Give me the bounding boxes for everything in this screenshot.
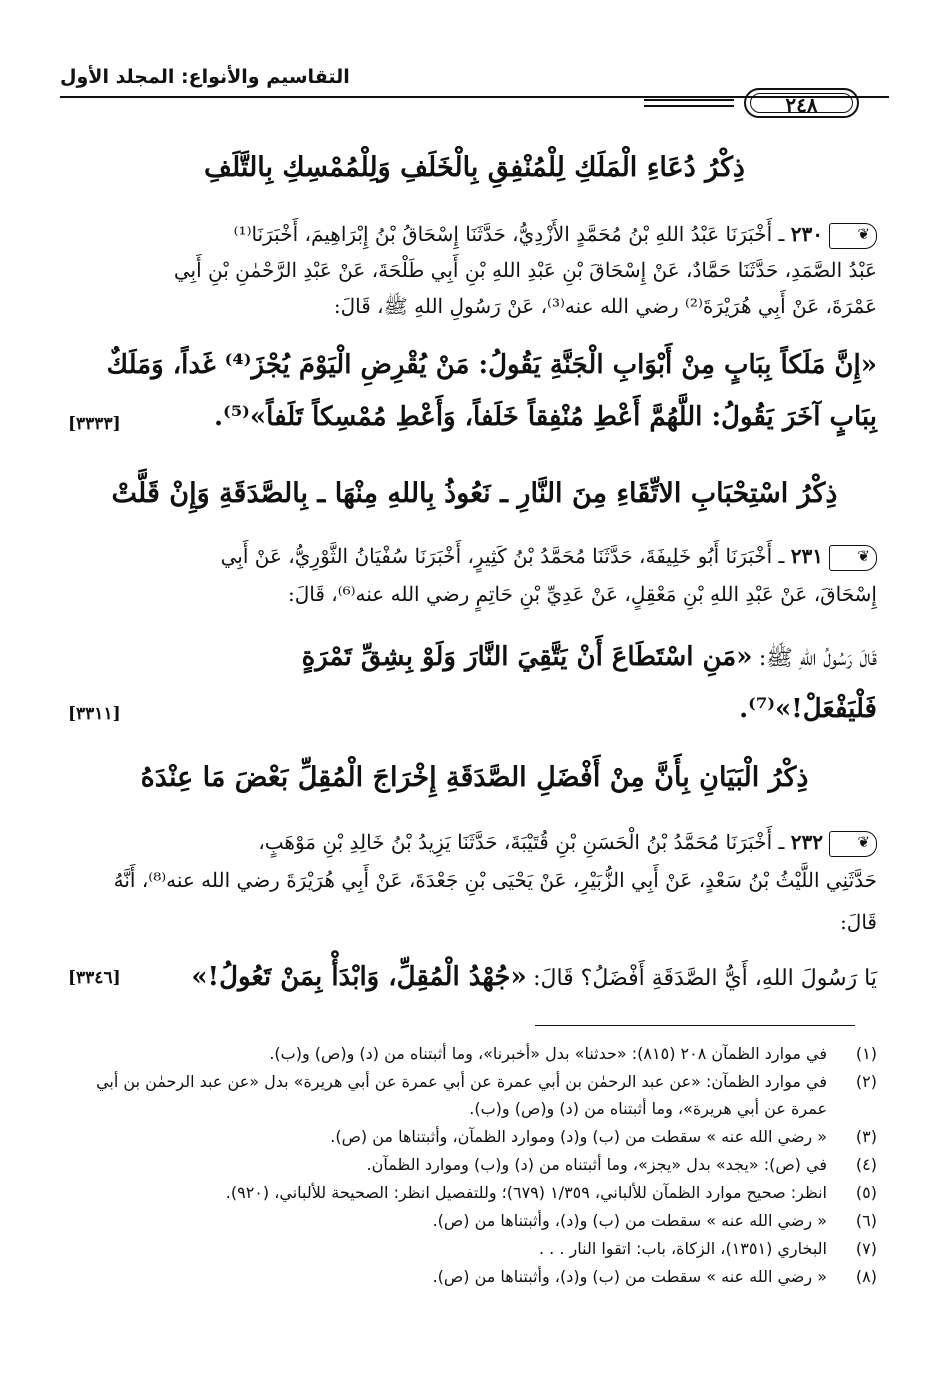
isnad-line bbox=[72, 544, 877, 571]
footnote-number: (٨) bbox=[855, 1267, 877, 1286]
footnote-text: في موارد الظمآن: «عن عبد الرحمٰن بن أبي عمرة عن أبي عمرة عن أبي هريرة» بدل «عن عبد الرحمٰن بن أبي عمرة عن أبي هريرة»، وما أثبتناه من (د) و(ص) و(ب). bbox=[96, 1072, 827, 1118]
matn-text: «جُهْدُ الْمُقِلِّ، وَابْدَأْ بِمَنْ تَعُولُ!» bbox=[191, 962, 527, 992]
isnad-text: ـ أَخْبَرَنَا مُحَمَّدُ بْنُ الْحَسَنِ بْنِ قُتَيْبَةَ، حَدَّثَنَا يَزِيدُ بْنُ خَالِدِ بْنِ مَوْهَبٍ، bbox=[258, 830, 785, 854]
footnote-separator bbox=[535, 1025, 855, 1026]
footnote-text: « رضي الله عنه » سقطت من (ب) و(د) وموارد الظمآن، وأثبتناها من (ص). bbox=[330, 1127, 827, 1146]
footnote-number: (٦) bbox=[855, 1211, 877, 1230]
footnote-text: انظر: صحيح موارد الظمآن للألباني، ١/٣٥٩ (٦٧٩)؛ وللتفصيل انظر: الصحيحة للألباني، (٩٢٠). bbox=[225, 1183, 827, 1202]
matn-line: «إِنَّ مَلَكاً بِبَابٍ مِنْ أَبْوَابِ الْجَنَّةِ يَقُولُ: مَنْ يُقْرِضِ الْيَوْمَ يُجْزَ⁽⁴⁾ غَداً، وَمَلَكٌ bbox=[106, 350, 877, 380]
footnote-text: في موارد الظمآن ٢٠٨ (٨١٥): «حدثنا» بدل «أخبرنا»، وما أثبتناه من (د) و(ص) و(ب). bbox=[269, 1044, 827, 1063]
footnote-number: (٥) bbox=[855, 1183, 877, 1202]
footnote-text: « رضي الله عنه » سقطت من (ب) و(د)، وأثبتناها من (ص). bbox=[432, 1267, 827, 1286]
footnote-number: (٤) bbox=[855, 1155, 877, 1174]
matn-line: فَلْيَفْعَلْ!»⁽⁷⁾. bbox=[739, 694, 877, 724]
ornament-line bbox=[644, 105, 734, 107]
page-number: ٢٤٨ bbox=[744, 88, 859, 118]
footnote bbox=[80, 1207, 877, 1234]
footnote-number: (٣) bbox=[855, 1127, 877, 1146]
isnad-text: ـ أَخْبَرَنَا أَبُو خَلِيفَةَ، حَدَّثَنَا مُحَمَّدُ بْنُ كَثِيرٍ، أَخْبَرَنَا سُفْيَانُ الثَّوْرِيُّ، عَنْ أَبِي bbox=[220, 544, 785, 568]
hadith-marker-icon bbox=[829, 223, 877, 249]
matn-intro: يَا رَسُولَ اللهِ، أَيُّ الصَّدَقَةِ أَفْضَلُ؟ قَالَ: bbox=[533, 966, 877, 991]
matn-intro: قَالَ رَسُولُ اللهِ ﷺ: bbox=[758, 646, 877, 671]
footnote bbox=[80, 1123, 877, 1150]
isnad-line: إِسْحَاقَ، عَنْ عَبْدِ اللهِ بْنِ مَعْقِلٍ، عَنْ عَدِيِّ بْنِ حَاتِمٍ رضي الله عنه⁽⁶⁾، قَالَ: bbox=[287, 582, 877, 606]
matn-text: «مَنِ اسْتَطَاعَ أَنْ يَتَّقِيَ النَّارَ وَلَوْ بِشِقِّ تَمْرَةٍ bbox=[301, 642, 753, 672]
matn-line bbox=[72, 642, 877, 676]
section-heading: ذِكْرُ دُعَاءِ الْمَلَكِ لِلْمُنْفِقِ بِالْخَلَفِ وَلِلْمُمْسِكِ بِالتَّلَفِ bbox=[204, 152, 745, 183]
section-heading: ذِكْرُ الْبَيَانِ بِأَنَّ مِنْ أَفْضَلِ الصَّدَقَةِ إِخْرَاجَ الْمُقِلِّ بَعْضَ مَا عِنْدَهُ bbox=[140, 762, 809, 793]
footnote-number: (٢) bbox=[855, 1072, 877, 1091]
footnote-text: « رضي الله عنه » سقطت من (ب) و(د)، وأثبتناها من (ص). bbox=[432, 1211, 827, 1230]
footnote-text: البخاري (١٣٥١)، الزكاة، باب: اتقوا النار . . . bbox=[539, 1239, 827, 1258]
reference-number: [٣٣٤٦] bbox=[68, 968, 121, 988]
footnote bbox=[80, 1040, 877, 1067]
footnote bbox=[80, 1263, 877, 1290]
footnotes bbox=[80, 1040, 877, 1291]
reference-number: [٣٣٣٣] bbox=[68, 414, 121, 434]
isnad-line: عَمْرَةَ، عَنْ أَبِي هُرَيْرَةَ⁽²⁾ رضي الله عنه⁽³⁾، عَنْ رَسُولِ اللهِ ﷺ، قَالَ: bbox=[333, 294, 877, 318]
footnote-text: في (ص): «يجد» بدل «يجز»، وما أثبتناه من (د) و(ب) وموارد الظمآن. bbox=[366, 1155, 827, 1174]
hadith-number: ٢٣١ bbox=[790, 544, 823, 568]
page-number-ornament bbox=[644, 86, 859, 122]
footnote bbox=[80, 1151, 877, 1178]
matn-line: بِبَابٍ آخَرَ يَقُولُ: اللَّهُمَّ أَعْطِ مُنْفِقاً خَلَفاً، وَأَعْطِ مُمْسِكاً تَلَفاً»⁽⁵⁾. bbox=[213, 402, 877, 432]
ornament-line bbox=[644, 99, 734, 101]
footnote-number: (١) bbox=[855, 1044, 877, 1063]
hadith-marker-icon bbox=[829, 831, 877, 857]
isnad-line bbox=[72, 830, 877, 857]
hadith-number: ٢٣٠ bbox=[790, 222, 823, 246]
isnad-line: عَبْدُ الصَّمَدِ، حَدَّثَنَا حَمَّادٌ، عَنْ إِسْحَاقَ بْنِ عَبْدِ اللهِ بْنِ أَبِي طَلْحَةَ، عَنْ عَبْدِ الرَّحْمٰنِ بْنِ أَبِي bbox=[173, 258, 877, 282]
footnote bbox=[80, 1068, 877, 1122]
isnad-text: ـ أَخْبَرَنَا عَبْدُ اللهِ بْنُ مُحَمَّدٍ الأَزْدِيُّ، حَدَّثَنَا إِسْحَاقُ بْنُ إِبْرَاهِيمَ، أَخْبَرَنَا⁽¹⁾ bbox=[233, 222, 785, 246]
running-title: التقاسيم والأنواع: المجلد الأول bbox=[60, 66, 350, 88]
isnad-line: حَدَّثَنِي اللَّيْثُ بْنُ سَعْدٍ، عَنْ أَبِي الزُّبَيْرِ، عَنْ يَحْيَى بْنِ جَعْدَةَ، عَنْ أَبِي هُرَيْرَةَ رضي الله عنه⁽⁸⁾، أَنَّهُ bbox=[113, 868, 877, 892]
footnote bbox=[80, 1235, 877, 1262]
section-heading: ذِكْرُ اسْتِحْبَابِ الاتِّقَاءِ مِنَ النَّارِ ـ نَعُوذُ بِاللهِ مِنْهَا ـ بِالصَّدَقَةِ وَإِنْ قَلَّتْ bbox=[111, 478, 838, 509]
footnote bbox=[80, 1179, 877, 1206]
footnote-number: (٧) bbox=[855, 1239, 877, 1258]
hadith-marker-icon bbox=[829, 545, 877, 571]
isnad-line: قَالَ: bbox=[840, 910, 877, 934]
hadith-number: ٢٣٢ bbox=[790, 830, 823, 854]
isnad-line bbox=[72, 222, 877, 249]
matn-line bbox=[191, 962, 877, 992]
reference-number: [٣٣١١] bbox=[68, 704, 121, 724]
